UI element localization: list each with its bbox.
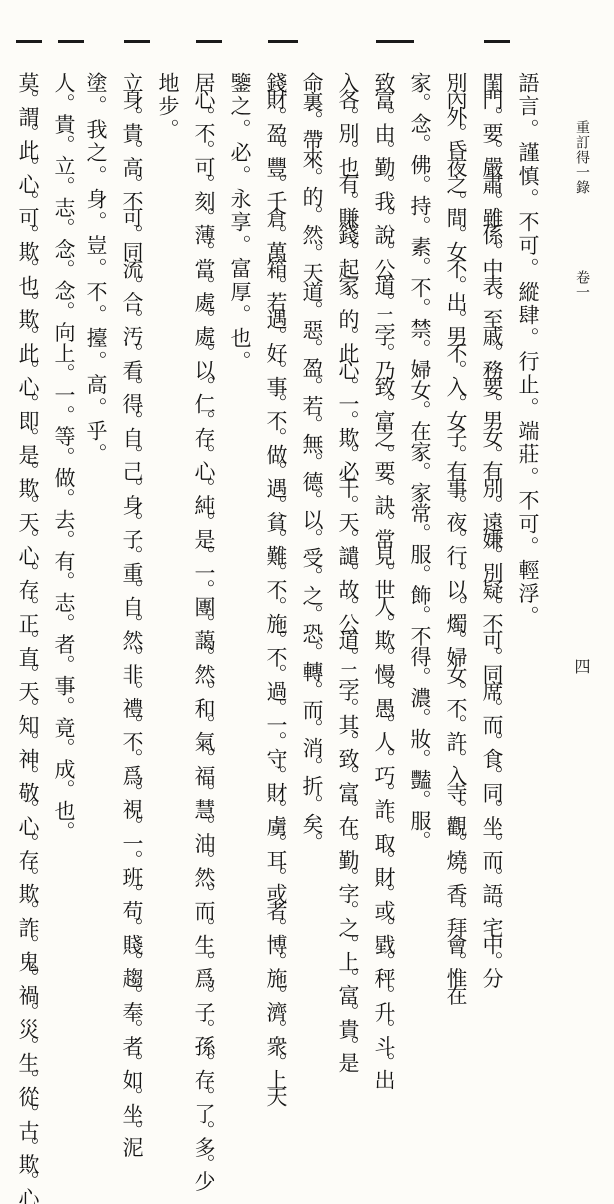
- text-column: 語言。謹慎。不可。縱肆。行止。端莊。不可。輕浮。: [516, 72, 540, 629]
- page-number: 四: [572, 658, 591, 675]
- section-rule: [16, 40, 42, 43]
- text-column: 閨門。要。嚴肅。雖係。中表。至戚。務要。男女。有別。遠嫌。別疑。不可。同席。而。食。同。坐。而。語。宅中。分: [480, 72, 504, 985]
- text-column: 地步。: [156, 72, 180, 142]
- section-rule: [196, 40, 222, 43]
- text-column: 鑒之。必。永享。富厚。也。: [228, 72, 252, 374]
- section-rule: [268, 40, 298, 43]
- text-column: 錢財。盈。豐。千倉。萬箱。若遇。好。事。不。做。遇。貧。難。不。施。不。過。一。守。財。虜。耳。或者。博。施。濟。衆。上天: [264, 72, 288, 1103]
- text-column: 別內外。昏夜之。間。女不。出。男不。入。女子。有事。夜。行。以。燭。婦女。不。許。入寺。觀。燒。香。拜會。惟在: [444, 72, 468, 1002]
- volume-label: 卷一: [574, 270, 590, 300]
- text-column: 命裏。帶來。的。然。天道。惡。盈。若。無。德。以。受。之。恐。轉。而。消。折。矣。: [300, 72, 324, 851]
- text-column: 居心。不。可。刻。薄。當。處。處。以。仁。存。心。純。是。一。團。藹。然。和。氣。福。慧。油。然。而。生。爲。子。孫。存。了。多。少: [192, 72, 216, 1188]
- text-column: 塗。我之。身。豈。不。擡。高。乎。: [84, 72, 108, 467]
- text-column: 莫。謂。此。心。可。欺。也。欺。此。心。即。是。欺。天。心。存。正。直。天。知。神。敬。心。存。欺。詐。鬼。禍。災。生。從。古。欺。心: [16, 72, 40, 1204]
- text-column: 立身。貴。高。不可。同流。合。汚。看。得。自。己。身。子。重。自。然。非。禮。不。爲。視。一。班。苟。賤。趨。奉。者。如。坐。泥: [120, 72, 144, 1154]
- book-title: 重訂得一錄: [574, 120, 590, 195]
- text-column: 致富。由。勤。我。說。公道。二字。乃致。富之。要。訣。常見。世人。欺。慢。愚。人。巧。詐。取。財。或。戥。秤。升。斗。出: [372, 72, 396, 1087]
- text-column: 人。貴。立。志。念。念。向上。一。等。做。去。有。志。者。事。竟。成。也。: [52, 72, 76, 842]
- section-rule: [58, 40, 84, 43]
- section-rule: [376, 40, 414, 43]
- text-column: 入各。別。也有。賺錢。起家。的。此心。一。欺。必干。天。譴。故。公道。二字。其。致。富。在。勤。字。之。上。富。貴。是: [336, 72, 360, 1070]
- text-column: 家。念。佛。持。素。不。禁。婦女。在家。家常。服。飾。不得。濃。妝。豔。服。: [408, 72, 432, 851]
- section-rule: [484, 40, 510, 43]
- section-rule: [124, 40, 150, 43]
